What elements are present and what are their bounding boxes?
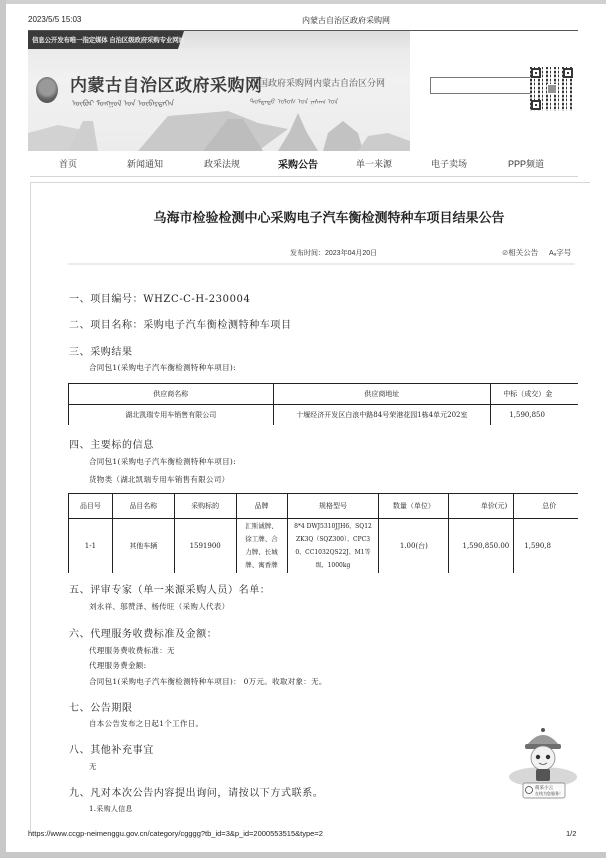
item-unit-price: 1,590,850.00: [449, 519, 514, 574]
font-size-label: 字号: [556, 248, 572, 257]
nav-item-e-mall[interactable]: 电子卖场: [431, 159, 468, 169]
nav-item-home[interactable]: 首页: [59, 159, 78, 169]
section-reviewers: 五、评审专家（单一来源采购人员）名单：: [69, 585, 271, 596]
mascot-illustration-icon: [503, 727, 583, 802]
col-total-price: 总价: [514, 494, 578, 519]
site-search-input[interactable]: [430, 77, 532, 94]
notice-period-text: 自本公告发布之日起1个工作日。: [89, 719, 204, 728]
page-left-edge: [0, 0, 6, 858]
section-project-name: 二、项目名称：采购电子汽车衡检测特种车项目: [69, 320, 292, 331]
link-icon: ⊘: [502, 248, 509, 257]
section-contact: 九、凡对本次公告内容提出询问，请按以下方式联系。: [69, 788, 324, 799]
publish-time: 发布时间：2023年04月20日: [290, 250, 378, 257]
main-nav: [28, 152, 578, 174]
item-spec: 8*4 DWJ5310JJH6、SQ12 ZK3Q（SQZ300）、CPC3 0、CC1032QS22J、M1等 级，1000kg: [287, 519, 379, 574]
items-table-header: [69, 494, 579, 519]
nav-item-single-source[interactable]: 单一来源: [356, 159, 393, 169]
col-item-no: 品目号: [69, 494, 113, 519]
items-table: [68, 493, 578, 573]
reviewer-names: 刘永祥、邬赞泽、杨传旺（采购人代表）: [89, 602, 230, 611]
agency-fee-standard: 代理服务费收费标准：无: [89, 646, 175, 655]
font-size-icon: Aₐ: [549, 250, 557, 257]
site-logo-subtitle: 中国政府采购网内蒙古自治区分网: [250, 78, 386, 88]
col-brand: 品牌: [236, 494, 287, 519]
col-supplier-name: 供应商名称: [69, 384, 274, 405]
nav-item-ppp[interactable]: PPP频道: [508, 159, 545, 169]
section-other-matters: 八、其他补充事宜: [69, 745, 154, 756]
mongolian-title: ᠥᠪᠦᠷ ᠮᠣᠩᠭᠣᠯ ᠤᠨ ᠥᠪᠡᠷᠲᠡᠭᠡᠨ: [72, 99, 175, 108]
supplier-name: 湖北凯瑞专用车销售有限公司: [69, 405, 274, 426]
table-row: [69, 405, 579, 426]
other-matters-text: 无: [89, 762, 97, 771]
page-top-edge: [0, 0, 606, 4]
col-item-name: 品目名称: [112, 494, 174, 519]
nav-item-regulations[interactable]: 政采法规: [204, 159, 241, 169]
col-supplier-address: 供应商地址: [273, 384, 491, 405]
items-table-wrapper: [68, 493, 578, 573]
supplier-address: 十堰经济开发区白浪中路84号荣港花园1栋4单元202室: [273, 405, 491, 426]
online-service-mascot[interactable]: [503, 727, 583, 802]
col-award-amount: 中标（成交）金: [491, 384, 578, 405]
col-target: 采购标的: [174, 494, 236, 519]
banner-slogan: 信息公开发布唯一指定媒体 自治区级政府采购专业网站: [32, 37, 185, 44]
award-amount: 1,590,850: [491, 405, 578, 426]
result-table-header: [69, 384, 579, 405]
banner-tab-shape: [178, 31, 410, 49]
related-notices-link[interactable]: [502, 247, 538, 258]
site-logo-title[interactable]: 内蒙古自治区政府采购网: [70, 76, 263, 96]
section-agency-fee: 六、代理服务收费标准及金额：: [69, 629, 218, 640]
site-banner: [28, 31, 410, 151]
agency-fee-amount-label: 代理服务费金额:: [89, 661, 147, 670]
city-skyline-illustration: [28, 111, 410, 151]
result-table-wrapper: [68, 383, 578, 425]
table-row: [69, 519, 579, 574]
nav-item-procurement-notices[interactable]: 采购公告: [278, 160, 318, 171]
result-table: [68, 383, 578, 425]
related-notices-label: 相关公告: [508, 248, 539, 257]
agency-fee-package: 合同包1(采购电子汽车衡检测特种车项目)： 0万元。收取对象：无。: [89, 677, 327, 686]
contact-purchaser-info: 1.采购人信息: [89, 805, 133, 813]
subject-package-label: 合同包1(采购电子汽车衡检测特种车项目):: [89, 457, 236, 466]
print-datetime: 2023/5/5 15:03: [28, 15, 82, 24]
result-package-label: 合同包1(采购电子汽车衡检测特种车项目):: [89, 363, 236, 372]
item-quantity: 1.00(台): [379, 519, 449, 574]
qr-code-icon: [530, 67, 574, 111]
section-procurement-result: 三、采购结果: [69, 347, 133, 358]
nav-divider: [30, 176, 578, 177]
print-page-number: 1/2: [566, 829, 577, 838]
mongolian-subtitle: ᠳᠤᠮᠳᠠᠳᠤ ᠤᠯᠤᠰ ᠤᠨ ᠵᠠᠰᠠᠭ ᠤᠨ: [250, 99, 339, 106]
font-size-button[interactable]: [549, 247, 571, 258]
page-bottom-edge: [0, 852, 606, 858]
svg-text:在线为您服务！: 在线为您服务！: [535, 791, 563, 796]
item-target: 1591900: [174, 519, 236, 574]
article-title: 乌海市检验检测中心采购电子汽车衡检测特种车项目结果公告: [153, 211, 505, 226]
col-unit-price: 单价(元): [449, 494, 514, 519]
item-brand: 汇斯诚牌、 徐工牌、合 力牌、长城 牌、寓香牌: [236, 519, 287, 574]
print-page-url: https://www.ccgp-neimenggu.gov.cn/category/cgggg?tb_id=3&p_id=2000553515&type=2: [28, 829, 323, 838]
nav-item-news[interactable]: 新闻通知: [127, 159, 164, 169]
print-site-name: 内蒙古自治区政府采购网: [302, 16, 390, 25]
item-name: 其他车辆: [112, 519, 174, 574]
meta-divider: [68, 263, 575, 265]
section-main-subject: 四、主要标的信息: [69, 440, 154, 451]
section-project-number: 一、项目编号：WHZC-C-H-230004: [69, 294, 251, 305]
svg-text:萌采小云: 萌采小云: [535, 786, 553, 791]
item-no: 1-1: [69, 519, 113, 574]
col-quantity: 数量（单位）: [379, 494, 449, 519]
goods-category-label: 货物类（湖北凯瑞专用车销售有限公司）: [89, 475, 230, 484]
section-notice-period: 七、公告期限: [69, 703, 133, 714]
item-total-price: 1,590,8: [514, 519, 578, 574]
col-spec: 规格型号: [287, 494, 379, 519]
national-emblem-icon: [36, 77, 58, 103]
